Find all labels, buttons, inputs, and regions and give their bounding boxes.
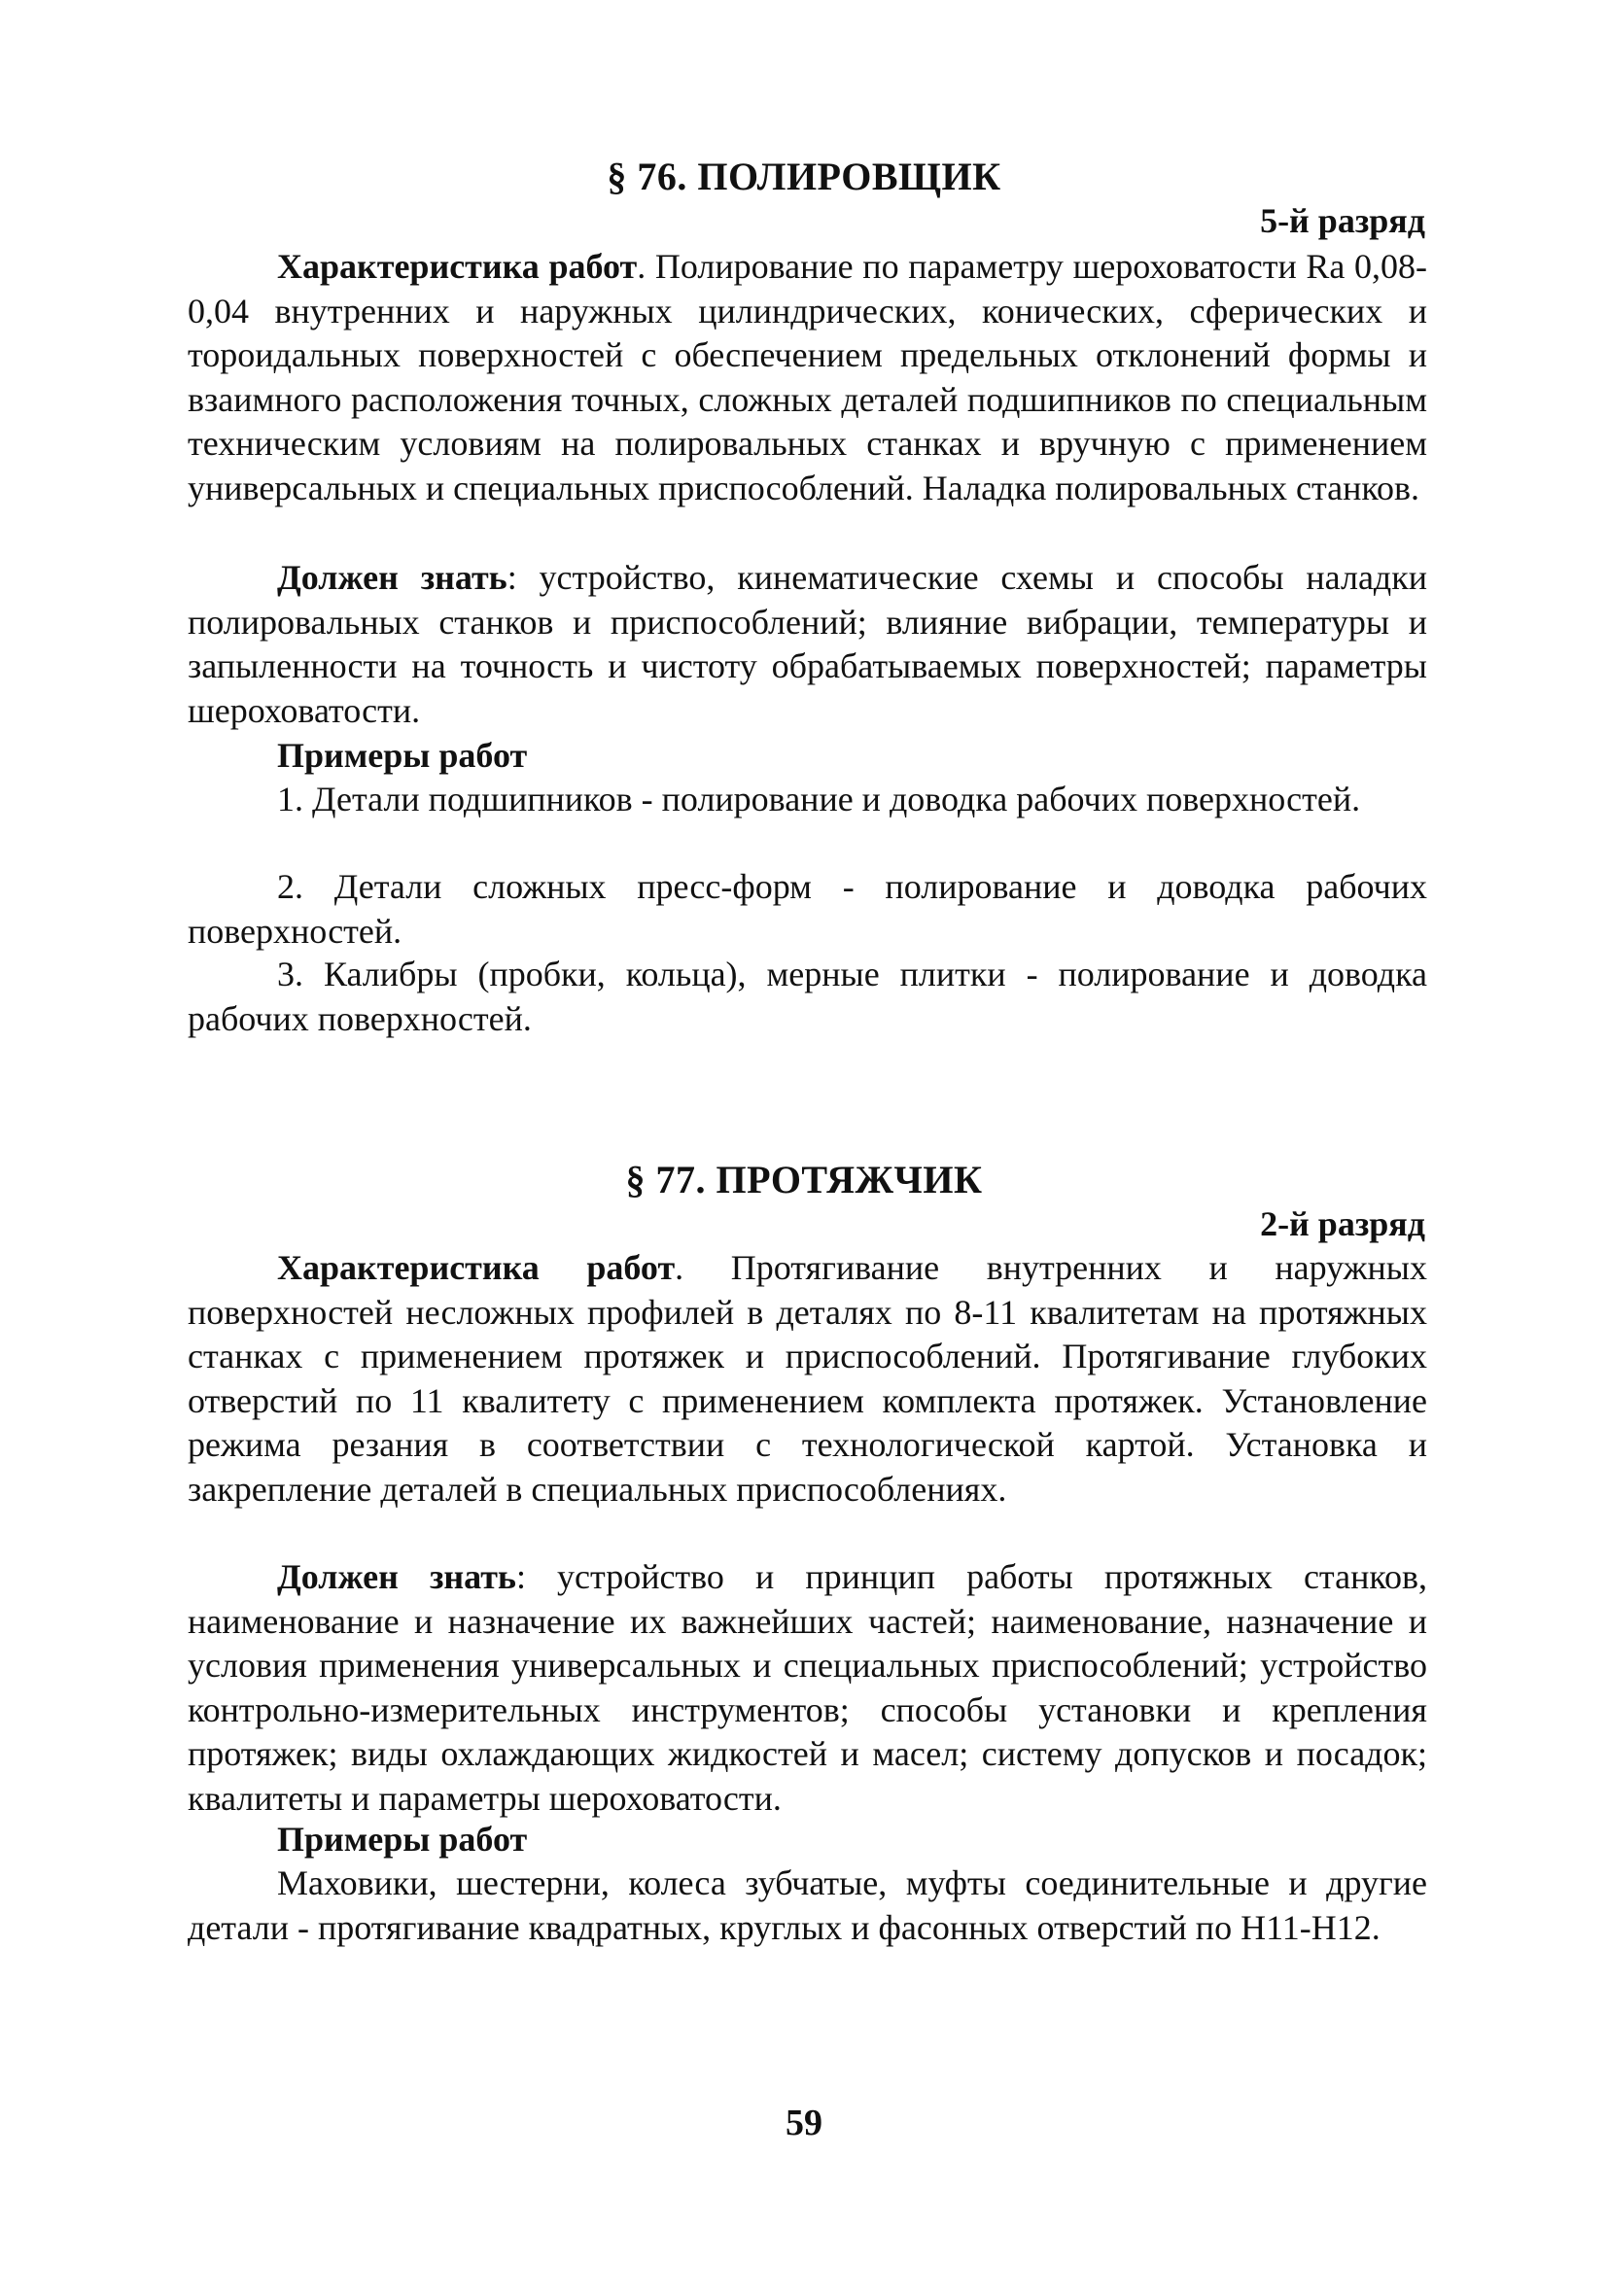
section-77-example-1: Маховики, шестерни, колеса зубчатые, муфты соединительные и другие детали - протягивание квадратных, круглых и фасонных отверстий по H11-H12. <box>188 1863 1427 1947</box>
knowledge-label: Должен знать <box>277 558 507 597</box>
section-77-grade: 2-й разряд <box>1260 1204 1425 1243</box>
knowledge-text: : устройство, кинематические схемы и способы наладки полировальных станков и приспособлений; влияние вибрации, температуры и запыленности на точность и чистоту обрабатываемых поверхностей; параметры шероховатости. <box>188 558 1427 730</box>
section-76-title: § 76. ПОЛИРОВЩИК <box>607 155 1001 198</box>
knowledge-text: : устройство и принцип работы протяжных станков, наименование и назначение их важнейших частей; наименование, назначение и условия применения универсальных и специальных приспособлений; устройство контрольно-измерительных инструментов; способы установки и крепления протяжек; виды охлаждающих жидкостей и масел; систему допусков и посадок; квалитеты и параметры шероховатости. <box>188 1557 1427 1818</box>
section-77-knowledge <box>188 1555 1427 1821</box>
section-76-grade: 5-й разряд <box>1260 201 1425 240</box>
section-76-example-1: 1. Детали подшипников - полирование и доводка рабочих поверхностей. <box>277 780 1361 818</box>
characteristic-text: . Протягивание внутренних и наружных поверхностей несложных профилей в деталях по 8-11 квалитетам на протяжных станках с применением протяжек и приспособлений. Протягивание глубоких отверстий по 11 квалитету с применением комплекта протяжек. Установление режима резания в соответствии с технологической картой. Установка и закрепление деталей в специальных приспособлениях. <box>188 1248 1427 1509</box>
section-76-example-3: 3. Калибры (пробки, кольца), мерные плитки - полирование и доводка рабочих поверхностей. <box>188 955 1427 1038</box>
section-76-examples-heading: Примеры работ <box>277 736 528 775</box>
characteristic-label: Характеристика работ <box>277 247 638 286</box>
page-number: 59 <box>786 2103 822 2143</box>
section-76-characteristic <box>188 245 1427 510</box>
section-77-title: § 77. ПРОТЯЖЧИК <box>625 1158 983 1201</box>
characteristic-label: Характеристика работ <box>277 1248 676 1287</box>
section-77-examples-heading: Примеры работ <box>277 1820 528 1859</box>
section-77-characteristic <box>188 1246 1427 1512</box>
characteristic-text: . Полирование по параметру шероховатости Ra 0,08-0,04 внутренних и наружных цилиндрических, конических, сферических и тороидальных поверхностей с обеспечением предельных отклонений формы и взаимного расположения точных, сложных деталей подшипников по специальным техническим условиям на полировальных станках и вручную с применением универсальных и специальных приспособлений. Наладка полировальных станков. <box>188 247 1428 507</box>
section-76-example-2: 2. Детали сложных пресс-форм - полирование и доводка рабочих поверхностей. <box>188 867 1427 951</box>
knowledge-label: Должен знать <box>277 1557 516 1596</box>
section-76-knowledge <box>188 556 1427 733</box>
